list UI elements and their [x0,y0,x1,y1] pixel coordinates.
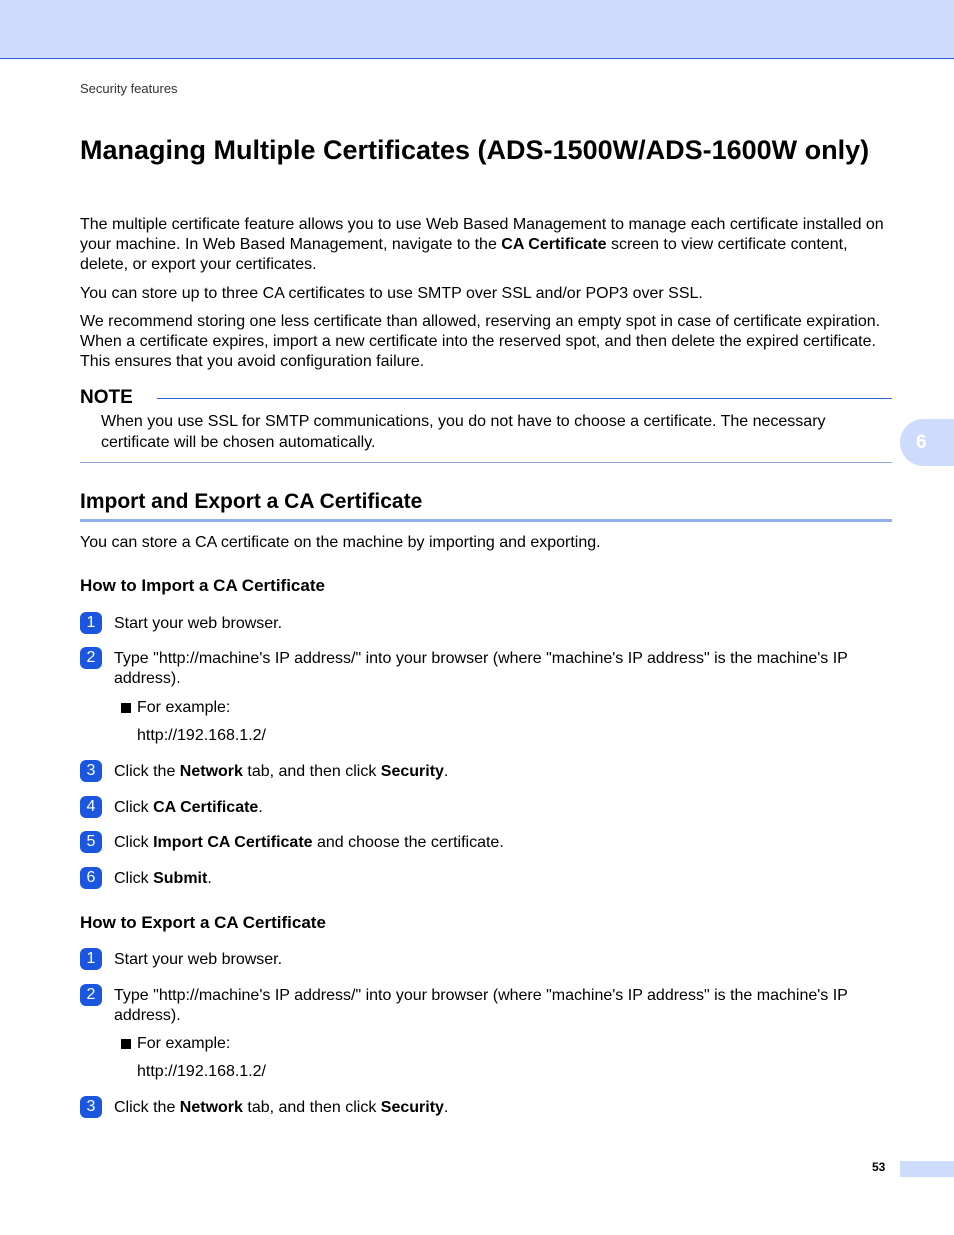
step-text-part: . [207,870,212,887]
step-number-badge: 6 [80,867,102,889]
intro-text: The multiple certificate feature allows you to use Web Based Management to manage each certificate installed on your machine. In Web Based Management, navigate to the [80,216,884,253]
network-term: Network [179,1099,243,1116]
section-text: You can store a CA certificate on the machine by importing and exporting. [80,534,601,551]
page-number: 53 [872,1160,886,1174]
step-text-part: tab, and then click [242,1099,381,1116]
note-divider-top [157,398,892,399]
intro-paragraph-1 [80,215,892,275]
import-step-1: Start your web browser. [114,615,283,632]
step-text-part: . [258,799,263,816]
chapter-tab: 6 [900,419,954,466]
step-text-part: . [443,763,449,780]
ca-certificate-term: CA Certificate [153,799,259,816]
import-ca-certificate-term: Import CA Certificate [153,834,313,851]
note-divider-bottom [80,462,892,463]
export-step-2: Type "http://machine's IP address/" into your browser (where "machine's IP address" is the machine's IP address). [114,987,848,1024]
submit-term: Submit [153,870,208,887]
export-step-1: Start your web browser. [114,951,283,968]
header-band [0,0,954,59]
section-heading: Import and Export a CA Certificate [80,490,423,513]
step-text-part: and choose the certificate. [312,834,504,851]
import-step-6 [114,869,894,889]
example-url: http://192.168.1.2/ [137,1063,266,1080]
import-heading: How to Import a CA Certificate [80,576,325,595]
step-number-badge: 5 [80,831,102,853]
step-number-badge: 3 [80,1096,102,1118]
example-label: For example: [137,1035,231,1052]
step-text-part: Click the [114,763,180,780]
step-number-badge: 1 [80,948,102,970]
note-title: NOTE [80,387,133,408]
page-tab [900,1161,954,1177]
step-text-part: Click [114,799,154,816]
import-step-2: Type "http://machine's IP address/" into your browser (where "machine's IP address" is the machine's IP address). [114,650,848,687]
step-text-part: tab, and then click [242,763,381,780]
import-step-3 [114,762,894,782]
square-bullet-icon [121,703,131,713]
step-text-part: Click [114,834,154,851]
export-step-3 [114,1098,894,1118]
step-number-badge: 4 [80,796,102,818]
security-term: Security [380,763,444,780]
intro-text: screen to view certificate content, delete, or export your certificates. [80,236,848,273]
ca-certificate-term: CA Certificate [501,236,607,253]
import-step-5 [114,833,894,853]
step-number-badge: 1 [80,612,102,634]
intro-paragraph-3: We recommend storing one less certificate than allowed, reserving an empty spot in case of certificate expiration. When a certificate expires, import a new certificate into the reserved spot, and then delete the expired certificate. This ensures that you avoid configuration failure. [80,313,881,370]
import-step-4 [114,798,894,818]
page-title: Managing Multiple Certificates (ADS-1500W/ADS-1600W only) [80,135,870,165]
step-number-badge: 2 [80,984,102,1006]
security-term: Security [380,1099,444,1116]
running-head: Security features [80,81,178,96]
example-label: For example: [137,699,231,716]
note-text: When you use SSL for SMTP communications, you do not have to choose a certificate. The necessary certificate will be chosen automatically. [101,413,826,451]
intro-paragraph-2: You can store up to three CA certificates to use SMTP over SSL and/or POP3 over SSL. [80,285,703,302]
example-url: http://192.168.1.2/ [137,727,266,744]
step-text-part: Click [114,870,154,887]
square-bullet-icon [121,1039,131,1049]
step-text-part: . [443,1099,449,1116]
step-number-badge: 3 [80,760,102,782]
export-heading: How to Export a CA Certificate [80,913,326,932]
step-number-badge: 2 [80,647,102,669]
network-term: Network [179,763,243,780]
step-text-part: Click the [114,1099,180,1116]
section-underline [80,519,892,522]
